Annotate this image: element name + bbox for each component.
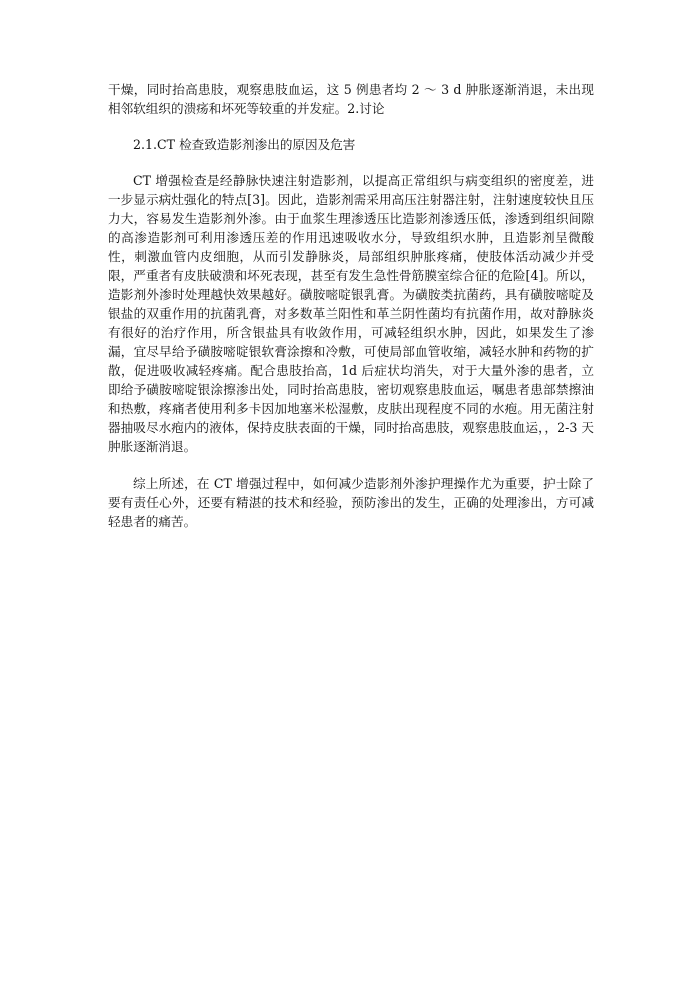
document-page: [108, 80, 594, 531]
section-heading: 2.1.CT 检查致造影剂渗出的原因及危害: [133, 137, 356, 152]
paragraph-continuation: 干燥，同时抬高患肢，观察患肢血运，这 5 例患者均 2 ～ 3 d 肿胀逐渐消退，未出现相邻软组织的溃疡和坏死等较重的并发症。2.讨论: [108, 82, 594, 116]
paragraph-main: CT 增强检查是经静脉快速注射造影剂，以提高正常组织与病变组织的密度差，进一步显示病灶强化的特点[3]。因此，造影剂需采用高压注射器注射，注射速度较快且压力大，容易发生造影剂外渗。由于血浆生理渗透压比造影剂渗透压低，渗透到组织间隙的高渗造影剂可利用渗透压差的作用迅速吸收水分，导致组织水肿，且造影剂呈微酸性，刺激血管内皮细胞，从而引发静脉炎，局部组织肿胀疼痛，使肢体活动减少并受限，严重者有皮肤破溃和坏死表现，甚至有发生急性骨筋膜室综合征的危险[4]。所以，造影剂外渗时处理越快效果越好。磺胺嘧啶银乳膏。为磺胺类抗菌药，具有磺胺嘧啶及银盐的双重作用的抗菌乳膏，对多数革兰阳性和革兰阴性菌均有抗菌作用，故对静脉炎有很好的治疗作用，所含银盐具有收敛作用，可减轻组织水肿，因此，如果发生了渗漏，宜尽早给予磺胺嘧啶银软膏涂擦和冷敷，可使局部血管收缩，减轻水肿和药物的扩散，促进吸收减轻疼痛。配合患肢抬高，1d 后症状均消失，对于大量外渗的患者，立即给予磺胺嘧啶银涂擦渗出处，同时抬高患肢，密切观察患肢血运，嘱患者患部禁擦油和热敷，疼痛者使用利多卡因加地塞米松湿敷，皮肤出现程度不同的水疱。用无菌注射器抽吸尽水疱内的液体，保持皮肤表面的干燥，同时抬高患肢，观察患肢血运，，2-3 天 肿胀逐渐消退。: [108, 173, 594, 454]
paragraph-conclusion: 综上所述，在 CT 增强过程中，如何减少造影剂外渗护理操作尤为重要，护士除了要有责任心外，还要有精湛的技术和经验，预防渗出的发生，正确的处理渗出，方可减轻患者的痛苦。: [108, 476, 594, 529]
